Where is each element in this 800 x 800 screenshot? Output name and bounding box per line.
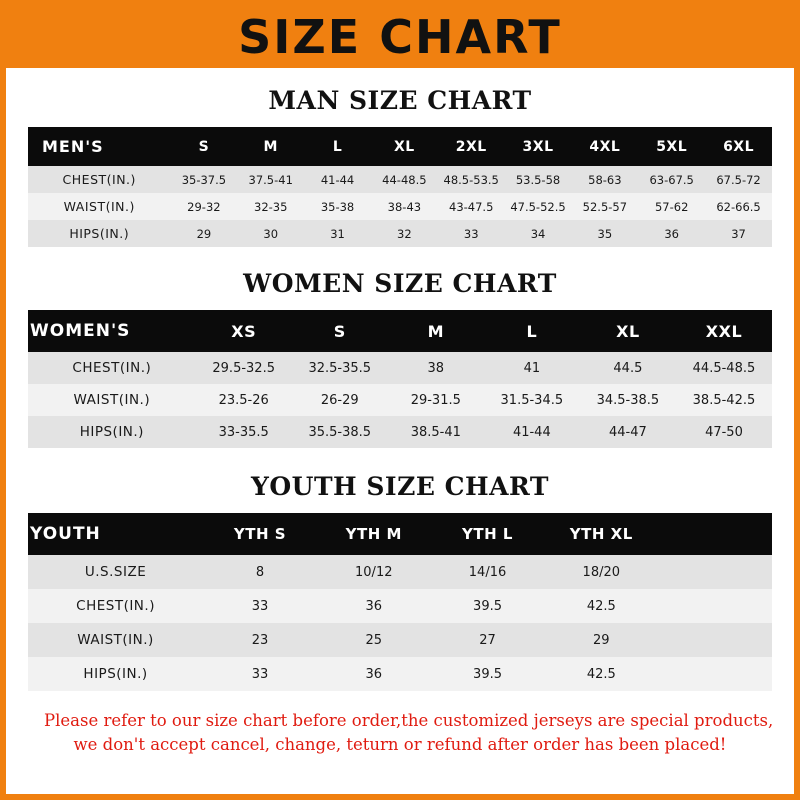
section-man-size-chart (28, 86, 772, 247)
header-cell-xxl: XXL (676, 310, 772, 352)
table-youth-sizes (28, 513, 772, 691)
cell: 35.5-38.5 (292, 416, 388, 448)
cell: 37.5-41 (237, 166, 304, 193)
cell: 44-48.5 (371, 166, 438, 193)
header-cell-xs: XS (196, 310, 292, 352)
header-cell-6xl: 6XL (705, 127, 772, 166)
header-band (6, 6, 794, 68)
cell: 8 (203, 555, 317, 589)
cell: 63-67.5 (638, 166, 705, 193)
row-label-hips: HIPS(IN.) (28, 657, 203, 691)
cell: 35 (571, 220, 638, 247)
section-title-youth: YOUTH SIZE CHART (251, 472, 549, 501)
table-body (28, 352, 772, 448)
header-cell-label: MEN'S (28, 127, 170, 166)
cell: 33-35.5 (196, 416, 292, 448)
cell: 38.5-41 (388, 416, 484, 448)
table-row (28, 416, 772, 448)
header-cell-yth-xl: YTH XL (544, 513, 658, 555)
header-cell-m: M (237, 127, 304, 166)
row-label-chest: CHEST(IN.) (28, 352, 196, 384)
row-label-waist: WAIST(IN.) (28, 623, 203, 657)
cell: 44.5-48.5 (676, 352, 772, 384)
table-men-sizes (28, 127, 772, 247)
table-head (28, 310, 772, 352)
cell: 43-47.5 (438, 193, 505, 220)
table-row (28, 352, 772, 384)
cell: 34 (505, 220, 572, 247)
section-title-man: MAN SIZE CHART (268, 86, 532, 115)
header-cell-xl: XL (580, 310, 676, 352)
header-cell-2xl: 2XL (438, 127, 505, 166)
table-row (28, 657, 772, 691)
cell: 25 (317, 623, 431, 657)
header-cell-s: S (292, 310, 388, 352)
content-area (6, 86, 794, 757)
row-label-hips: HIPS(IN.) (28, 416, 196, 448)
cell: 32 (371, 220, 438, 247)
cell: 29-31.5 (388, 384, 484, 416)
cell (658, 657, 772, 691)
header-cell-5xl: 5XL (638, 127, 705, 166)
header-cell-l: L (484, 310, 580, 352)
cell: 47.5-52.5 (505, 193, 572, 220)
table-row (28, 384, 772, 416)
table-body (28, 166, 772, 247)
header-cell-label: YOUTH (28, 513, 203, 555)
cell: 38 (388, 352, 484, 384)
cell: 58-63 (571, 166, 638, 193)
table-row (28, 166, 772, 193)
table-body (28, 555, 772, 691)
cell: 44.5 (580, 352, 676, 384)
row-label-hips: HIPS(IN.) (28, 220, 170, 247)
cell: 38-43 (371, 193, 438, 220)
cell: 41-44 (304, 166, 371, 193)
cell: 42.5 (544, 657, 658, 691)
cell: 35-37.5 (170, 166, 237, 193)
cell: 23.5-26 (196, 384, 292, 416)
header-cell-empty (658, 513, 772, 555)
header-cell-xl: XL (371, 127, 438, 166)
footer-disclaimer (28, 709, 772, 757)
header-cell-yth-l: YTH L (431, 513, 545, 555)
table-head (28, 513, 772, 555)
cell: 41 (484, 352, 580, 384)
cell: 32.5-35.5 (292, 352, 388, 384)
row-label-waist: WAIST(IN.) (28, 193, 170, 220)
cell: 34.5-38.5 (580, 384, 676, 416)
row-label-chest: CHEST(IN.) (28, 589, 203, 623)
cell: 18/20 (544, 555, 658, 589)
cell: 36 (638, 220, 705, 247)
cell: 38.5-42.5 (676, 384, 772, 416)
table-header-row (28, 127, 772, 166)
cell: 33 (203, 589, 317, 623)
section-women-size-chart (28, 269, 772, 448)
table-women-sizes (28, 310, 772, 448)
cell: 35-38 (304, 193, 371, 220)
cell: 62-66.5 (705, 193, 772, 220)
header-cell-m: M (388, 310, 484, 352)
header-cell-3xl: 3XL (505, 127, 572, 166)
cell (658, 589, 772, 623)
cell: 44-47 (580, 416, 676, 448)
cell: 67.5-72 (705, 166, 772, 193)
cell: 31.5-34.5 (484, 384, 580, 416)
cell (658, 555, 772, 589)
table-row (28, 623, 772, 657)
table-row (28, 220, 772, 247)
cell: 33 (438, 220, 505, 247)
row-label-us-size: U.S.SIZE (28, 555, 203, 589)
cell: 52.5-57 (571, 193, 638, 220)
header-cell-l: L (304, 127, 371, 166)
cell: 36 (317, 589, 431, 623)
cell: 57-62 (638, 193, 705, 220)
cell: 41-44 (484, 416, 580, 448)
footer-line-2: we don't accept cancel, change, teturn or refund after order has been placed! (73, 734, 727, 754)
cell: 29 (170, 220, 237, 247)
header-cell-yth-m: YTH M (317, 513, 431, 555)
row-label-chest: CHEST(IN.) (28, 166, 170, 193)
cell: 39.5 (431, 589, 545, 623)
header-cell-4xl: 4XL (571, 127, 638, 166)
cell: 29-32 (170, 193, 237, 220)
cell: 36 (317, 657, 431, 691)
table-header-row (28, 310, 772, 352)
table-row (28, 555, 772, 589)
cell: 53.5-58 (505, 166, 572, 193)
cell: 47-50 (676, 416, 772, 448)
table-header-row (28, 513, 772, 555)
cell: 23 (203, 623, 317, 657)
cell: 37 (705, 220, 772, 247)
cell: 26-29 (292, 384, 388, 416)
cell: 27 (431, 623, 545, 657)
cell: 29 (544, 623, 658, 657)
header-cell-yth-s: YTH S (203, 513, 317, 555)
header-cell-label: WOMEN'S (28, 310, 196, 352)
table-row (28, 193, 772, 220)
cell: 29.5-32.5 (196, 352, 292, 384)
cell: 48.5-53.5 (438, 166, 505, 193)
table-row (28, 589, 772, 623)
cell: 39.5 (431, 657, 545, 691)
footer-line-1: Please refer to our size chart before order,the customized jerseys are special products, (44, 711, 774, 730)
page-title: SIZE CHART (238, 10, 562, 64)
section-youth-size-chart (28, 472, 772, 691)
table-head (28, 127, 772, 166)
header-cell-s: S (170, 127, 237, 166)
cell: 33 (203, 657, 317, 691)
section-title-women: WOMEN SIZE CHART (243, 269, 557, 298)
cell: 10/12 (317, 555, 431, 589)
cell: 32-35 (237, 193, 304, 220)
row-label-waist: WAIST(IN.) (28, 384, 196, 416)
cell: 14/16 (431, 555, 545, 589)
cell: 30 (237, 220, 304, 247)
cell: 31 (304, 220, 371, 247)
cell: 42.5 (544, 589, 658, 623)
cell (658, 623, 772, 657)
